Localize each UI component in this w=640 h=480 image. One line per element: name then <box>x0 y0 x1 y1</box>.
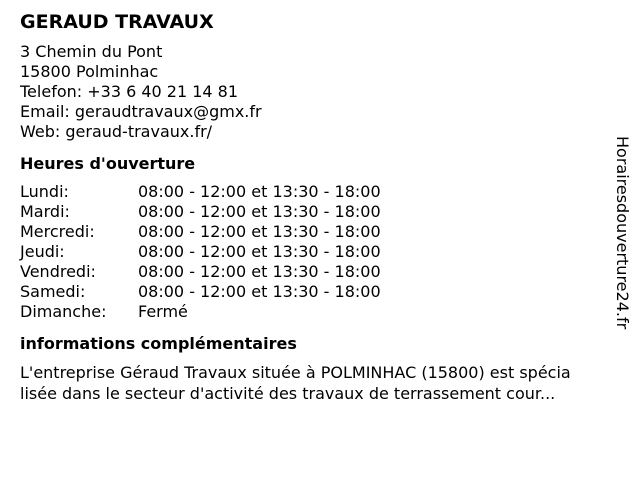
hours-day: Lundi: <box>20 182 69 201</box>
contact-block <box>20 42 610 142</box>
hours-day: Mercredi: <box>20 222 95 241</box>
phone-line: Telefon: +33 6 40 21 14 81 <box>20 82 239 101</box>
hours-day: Vendredi: <box>20 262 96 281</box>
hours-time: 08:00 - 12:00 et 13:30 - 18:00 <box>138 222 381 241</box>
hours-row <box>20 202 610 222</box>
hours-row <box>20 302 610 322</box>
additional-info-text <box>20 362 610 404</box>
hours-day: Jeudi: <box>20 242 65 261</box>
additional-info-line-1: L'entreprise Géraud Travaux située à POLMINHAC (15800) est spécia <box>20 363 571 382</box>
website-line: Web: geraud-travaux.fr/ <box>20 122 213 141</box>
hours-time: 08:00 - 12:00 et 13:30 - 18:00 <box>138 242 381 261</box>
business-card <box>20 10 610 404</box>
hours-row <box>20 282 610 302</box>
hours-time: 08:00 - 12:00 et 13:30 - 18:00 <box>138 262 381 281</box>
hours-row <box>20 242 610 262</box>
hours-time: 08:00 - 12:00 et 13:30 - 18:00 <box>138 182 381 201</box>
hours-time: Fermé <box>138 302 188 321</box>
hours-day: Mardi: <box>20 202 70 221</box>
opening-hours-table <box>20 182 610 322</box>
hours-time: 08:00 - 12:00 et 13:30 - 18:00 <box>138 202 381 221</box>
hours-day: Samedi: <box>20 282 86 301</box>
address-line-2: 15800 Polminhac <box>20 62 159 81</box>
hours-row <box>20 222 610 242</box>
additional-info-heading: informations complémentaires <box>20 334 297 353</box>
hours-row <box>20 262 610 282</box>
address-line-1: 3 Chemin du Pont <box>20 42 163 61</box>
hours-time: 08:00 - 12:00 et 13:30 - 18:00 <box>138 282 381 301</box>
site-watermark: Horairesdouverture24.fr <box>613 136 632 330</box>
opening-hours-heading: Heures d'ouverture <box>20 154 196 173</box>
hours-row <box>20 182 610 202</box>
email-line: Email: geraudtravaux@gmx.fr <box>20 102 262 121</box>
additional-info-line-2: lisée dans le secteur d'activité des travaux de terrassement cour... <box>20 384 556 403</box>
business-name: GERAUD TRAVAUX <box>20 11 214 33</box>
hours-day: Dimanche: <box>20 302 107 321</box>
